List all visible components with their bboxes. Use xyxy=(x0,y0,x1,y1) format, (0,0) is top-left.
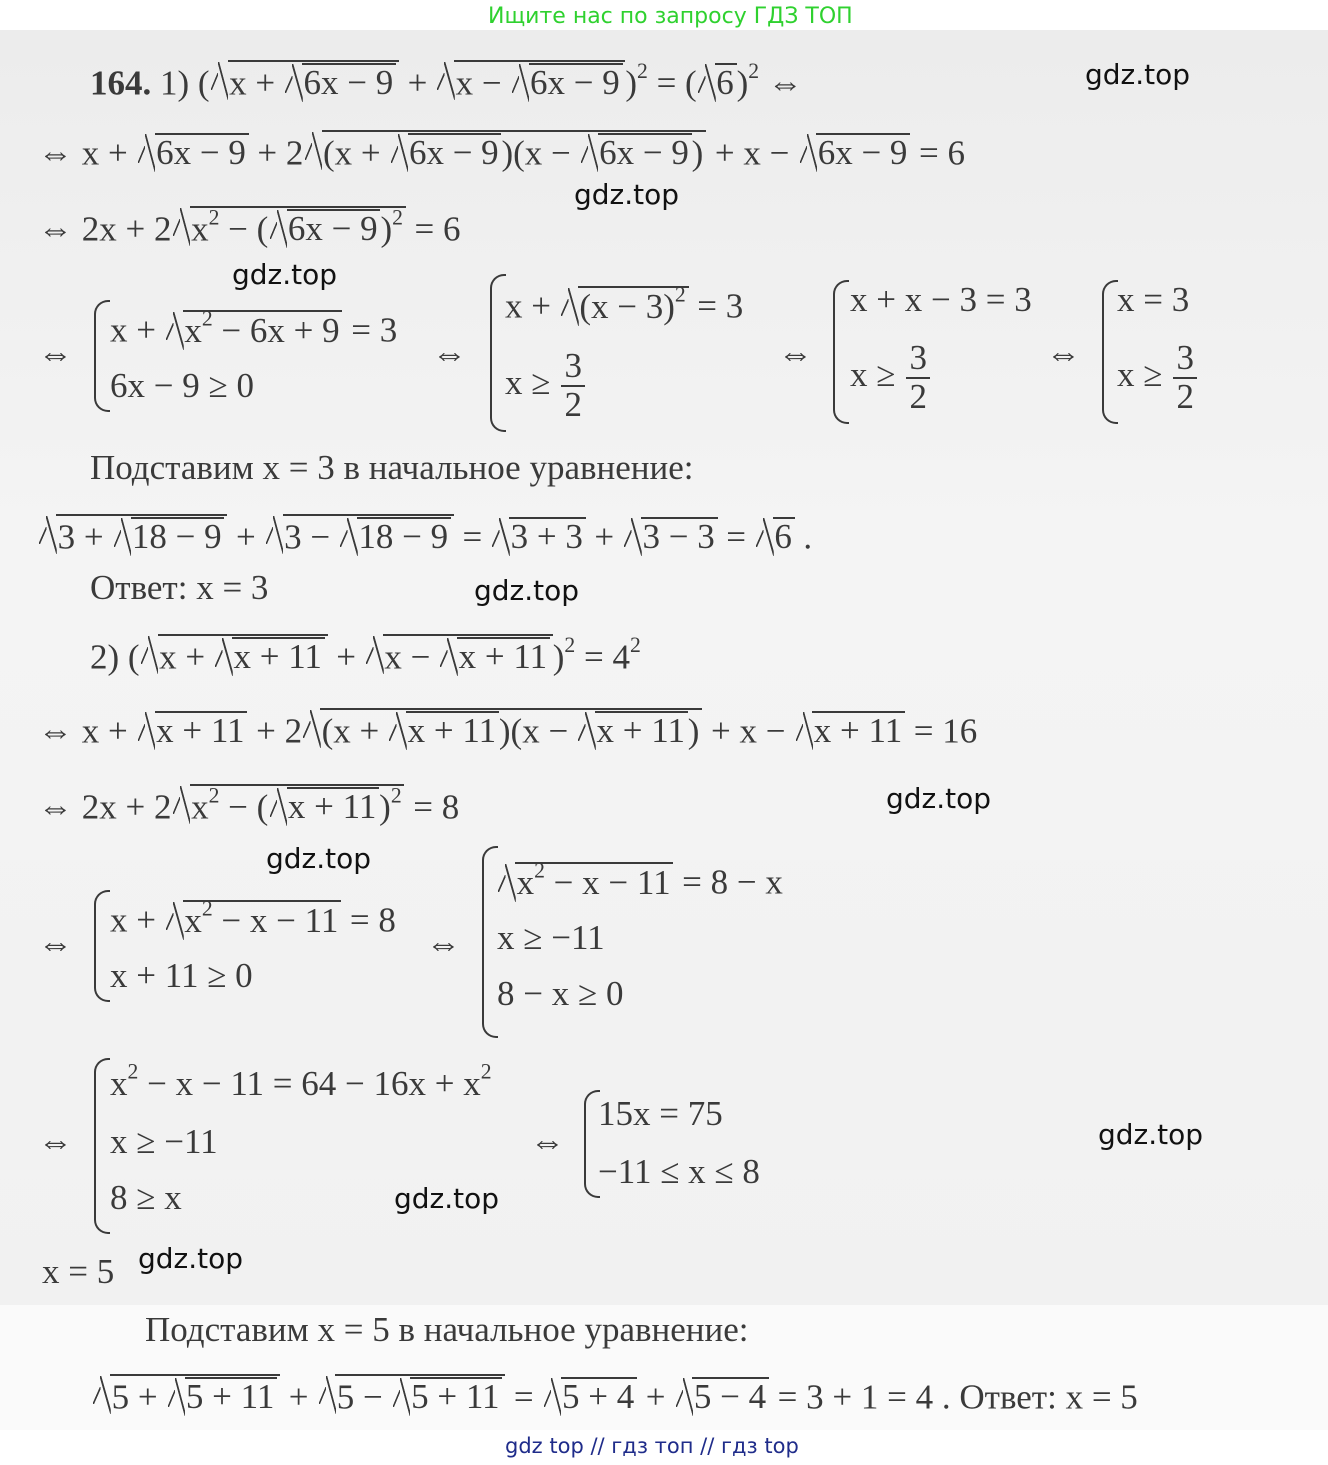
expr: − 6x + 9 xyxy=(212,310,340,350)
part1-line2 xyxy=(38,205,461,249)
radical xyxy=(166,306,342,350)
equivalence-arrow: ⇔ xyxy=(38,924,73,963)
expr: = 6 xyxy=(910,133,965,173)
radical xyxy=(266,514,454,557)
watermark: gdz.top xyxy=(474,574,580,607)
part1-sys4-line1: x = 3 xyxy=(1117,280,1190,319)
expr: 5 + 11 xyxy=(410,1377,503,1415)
expr: ) xyxy=(625,63,637,103)
problem-number: 164. xyxy=(90,63,152,103)
expr: x + 11 xyxy=(812,711,905,749)
expr: = 16 xyxy=(905,711,978,751)
expr: = 3 xyxy=(688,286,744,326)
watermark: gdz.top xyxy=(138,1242,244,1275)
expr: 18 − 9 xyxy=(131,517,225,555)
expr: 6x − 9 xyxy=(408,133,502,171)
radical xyxy=(270,209,381,247)
expr: 18 − 9 xyxy=(357,517,451,555)
numerator: 3 xyxy=(1173,340,1198,379)
expr: + xyxy=(398,63,437,103)
radical xyxy=(676,1377,769,1415)
radical xyxy=(561,282,688,326)
expr: ) xyxy=(687,711,700,751)
part2-sys2-line1 xyxy=(497,858,783,902)
part1-label: 1) xyxy=(160,63,190,103)
expr: + xyxy=(279,1377,318,1417)
expr: x + 11 xyxy=(406,711,499,749)
part2-substitute-text: Подставим x = 5 в начальное уравнение: xyxy=(145,1310,749,1349)
watermark: gdz.top xyxy=(394,1182,500,1215)
part2-sys4-line2: −11 ≤ x ≤ 8 xyxy=(598,1152,760,1191)
radical xyxy=(391,133,502,171)
part2-sys3-line1 xyxy=(110,1059,492,1103)
expr: + x − xyxy=(706,133,799,173)
system-brace xyxy=(1102,280,1118,424)
equivalence-arrow: ⇔ xyxy=(1046,334,1081,373)
radical xyxy=(285,63,396,101)
radical xyxy=(303,708,702,751)
part2-label: 2) xyxy=(90,637,120,677)
radical xyxy=(39,514,227,557)
expr: x xyxy=(184,310,202,350)
expr: 6 xyxy=(773,517,795,555)
exponent: 2 xyxy=(127,1059,139,1084)
part1-sys1-line1 xyxy=(110,306,398,350)
part2-line0 xyxy=(90,633,641,677)
radical xyxy=(756,517,794,555)
radical xyxy=(93,1374,280,1417)
expr: 6x − 9 xyxy=(529,63,623,101)
system-brace xyxy=(833,280,849,424)
radical xyxy=(319,1374,506,1417)
radical xyxy=(114,517,225,555)
expr: x − xyxy=(384,637,440,677)
radical xyxy=(270,787,379,825)
expr: = 8 xyxy=(341,900,396,940)
expr: x xyxy=(184,900,202,940)
expr: = xyxy=(505,1377,543,1417)
expr: + x − xyxy=(702,711,795,751)
expr: = xyxy=(453,517,491,557)
part2-sys2-line2: x ≥ −11 xyxy=(497,918,605,957)
expr: (x + xyxy=(321,711,389,751)
expr: 5 − 4 xyxy=(692,1377,768,1415)
equivalence-arrow: ⇔ xyxy=(38,1122,73,1161)
expr: ⇔ 2x + 2 xyxy=(38,787,172,827)
expr: )(x − xyxy=(498,711,577,751)
exponent: 2 xyxy=(201,306,213,331)
exponent: 2 xyxy=(480,1059,492,1084)
expr: . xyxy=(794,517,813,557)
exponent: 2 xyxy=(390,783,402,808)
radical xyxy=(168,1377,277,1415)
exponent: 2 xyxy=(392,205,403,230)
expr: x + xyxy=(110,900,165,940)
exponent: 2 xyxy=(208,205,220,230)
part2-sys3-line2: x ≥ −11 xyxy=(110,1122,218,1161)
part1-sys1-line2: 6x − 9 ≥ 0 xyxy=(110,366,254,405)
expr: = 8 − x xyxy=(673,862,783,902)
expr: ) xyxy=(379,787,391,827)
radical xyxy=(800,133,911,171)
expr: x + xyxy=(110,310,165,350)
expr: x + xyxy=(505,286,560,326)
expr: ) xyxy=(552,637,565,677)
radical xyxy=(393,1377,502,1415)
expr: x + 11 xyxy=(155,711,248,749)
radical xyxy=(498,858,673,902)
expr: x + 11 xyxy=(595,711,688,749)
expr: 6x − 9 xyxy=(816,133,910,171)
equivalence-arrow: ⇔ xyxy=(426,924,461,963)
expr: + xyxy=(227,517,265,557)
expr: x ≥ xyxy=(505,362,560,402)
radical xyxy=(389,711,498,749)
expr: )(x − xyxy=(501,133,580,173)
fraction xyxy=(1173,340,1198,416)
expr: ) xyxy=(691,133,704,173)
expr: 3 − xyxy=(284,517,339,557)
part2-sys1-line2: x + 11 ≥ 0 xyxy=(110,956,253,995)
expr: x xyxy=(516,862,535,902)
part2-sys4-line1: 15x = 75 xyxy=(598,1094,723,1133)
part2-line2 xyxy=(38,783,460,827)
expr: 5 + 4 xyxy=(561,1377,637,1415)
watermark: gdz.top xyxy=(574,178,680,211)
radical xyxy=(440,637,549,675)
radical xyxy=(173,205,406,249)
expr: 6x − 9 xyxy=(598,133,692,171)
equivalence-arrow: ⇔ xyxy=(530,1122,565,1161)
expr: x ≥ xyxy=(850,354,905,394)
expr: + xyxy=(637,1377,675,1417)
watermark: gdz.top xyxy=(266,842,372,875)
system-brace xyxy=(94,1058,110,1234)
part1-check xyxy=(38,514,813,557)
fraction xyxy=(561,348,586,424)
expr: (x − 3) xyxy=(579,286,675,326)
part1-line1 xyxy=(38,130,965,173)
numerator: 3 xyxy=(906,340,931,379)
part1-substitute-text: Подставим x = 3 в начальное уравнение: xyxy=(90,448,694,487)
expr: 5 − xyxy=(336,1377,392,1417)
expr: = 3 xyxy=(342,310,398,350)
expr: = 4 xyxy=(575,637,630,677)
exponent: 2 xyxy=(564,633,576,658)
denominator: 2 xyxy=(1176,376,1194,416)
expr: ) xyxy=(736,63,749,103)
radical xyxy=(173,783,405,827)
radical xyxy=(544,1377,637,1415)
radical xyxy=(141,634,328,677)
exponent: 2 xyxy=(201,896,213,921)
expr: − ( xyxy=(219,209,269,249)
expr: 6x − 9 xyxy=(155,133,249,171)
expr: + 2 xyxy=(248,133,304,173)
expr: (x + xyxy=(322,133,390,173)
expr: + xyxy=(585,517,623,557)
radical xyxy=(211,60,399,103)
part1-sys4-line2 xyxy=(1117,340,1199,416)
part1-sys3-line1: x + x − 3 = 3 xyxy=(850,280,1032,319)
radical xyxy=(578,711,687,749)
denominator: 2 xyxy=(909,376,927,416)
part1-line0 xyxy=(90,59,803,103)
part1-sys3-line2 xyxy=(850,340,932,416)
footer-links[interactable]: gdz top // гдз топ // гдз top xyxy=(505,1434,799,1458)
expr: ⇔ x + xyxy=(38,133,137,173)
expr: x + 11 xyxy=(457,637,550,675)
part1-answer: Ответ: x = 3 xyxy=(90,568,269,607)
watermark: gdz.top xyxy=(1085,58,1191,91)
exponent: 2 xyxy=(534,858,545,883)
expr: 5 + 11 xyxy=(185,1377,278,1415)
expr: x + xyxy=(229,63,284,103)
radical xyxy=(138,133,249,171)
numerator: 3 xyxy=(561,348,586,387)
radical xyxy=(366,634,553,677)
expr: = ( xyxy=(647,63,697,103)
expr: 6x − 9 xyxy=(287,209,381,247)
expr: = xyxy=(717,517,755,557)
radical xyxy=(624,517,717,555)
expr: = 8 xyxy=(404,787,460,827)
expr: ⇔ 2x + 2 xyxy=(38,209,172,249)
expr: ⇔ xyxy=(759,63,803,103)
expr: ) xyxy=(380,209,393,249)
equivalence-arrow: ⇔ xyxy=(432,334,467,373)
expr: x xyxy=(191,209,209,249)
radical xyxy=(796,711,905,749)
radical xyxy=(340,517,451,555)
expr: ( xyxy=(127,637,140,677)
expr: x ≥ xyxy=(1117,354,1172,394)
expr: x − xyxy=(455,63,511,103)
part1-sys2-line1 xyxy=(505,282,744,326)
watermark: gdz.top xyxy=(1098,1118,1204,1151)
watermark: gdz.top xyxy=(232,258,338,291)
expr: − x − 11 xyxy=(544,862,671,902)
part2-sys2-line3: 8 − x ≥ 0 xyxy=(497,974,624,1013)
radical xyxy=(581,133,692,171)
system-brace xyxy=(490,274,506,432)
expr: − x − 11 xyxy=(212,900,339,940)
equivalence-arrow: ⇔ xyxy=(778,334,813,373)
header-banner[interactable]: Ищите нас по запросу ГДЗ ТОП xyxy=(488,4,853,29)
exponent: 2 xyxy=(208,783,220,808)
radical xyxy=(138,711,247,749)
radical xyxy=(437,60,625,103)
expr: − x − 11 = 64 − 16x + x xyxy=(138,1064,481,1103)
fraction xyxy=(906,340,931,416)
expr: 3 + xyxy=(57,517,113,557)
expr: x + 11 xyxy=(232,637,325,675)
part1-sys2-line2 xyxy=(505,348,587,424)
part2-sys3-line3: 8 ≥ x xyxy=(110,1178,182,1217)
expr: x xyxy=(191,787,209,827)
exponent: 2 xyxy=(748,59,760,84)
part2-sys1-line1 xyxy=(110,896,396,940)
system-brace xyxy=(94,890,110,1002)
radical xyxy=(512,63,623,101)
expr: ( xyxy=(197,63,210,103)
part2-check xyxy=(92,1374,1138,1417)
part2-line1 xyxy=(38,708,978,751)
system-brace xyxy=(94,300,110,412)
expr: + 2 xyxy=(247,711,303,751)
expr: 6 xyxy=(715,63,737,101)
radical xyxy=(492,517,585,555)
expr: 6x − 9 xyxy=(302,63,396,101)
expr: − ( xyxy=(219,787,269,827)
expr: = 6 xyxy=(405,209,461,249)
expr: 3 + 3 xyxy=(509,517,585,555)
expr: x xyxy=(110,1064,128,1103)
expr: = 3 + 1 = 4 . Ответ: x = 5 xyxy=(768,1377,1138,1417)
equivalence-arrow: ⇔ xyxy=(38,334,73,373)
exponent: 2 xyxy=(636,59,648,84)
expr: 3 − 3 xyxy=(641,517,717,555)
watermark: gdz.top xyxy=(886,782,992,815)
radical xyxy=(698,63,736,101)
expr: 5 + xyxy=(111,1377,167,1417)
denominator: 2 xyxy=(564,384,582,424)
expr: x + xyxy=(159,637,214,677)
radical xyxy=(215,637,324,675)
expr: ⇔ x + xyxy=(38,711,137,751)
expr: x + 11 xyxy=(287,787,380,825)
exponent: 2 xyxy=(629,633,641,658)
expr: + xyxy=(327,637,365,677)
radical xyxy=(166,896,341,940)
system-brace xyxy=(482,846,498,1038)
exponent: 2 xyxy=(674,282,686,307)
radical xyxy=(305,130,706,173)
part2-result: x = 5 xyxy=(42,1252,115,1291)
